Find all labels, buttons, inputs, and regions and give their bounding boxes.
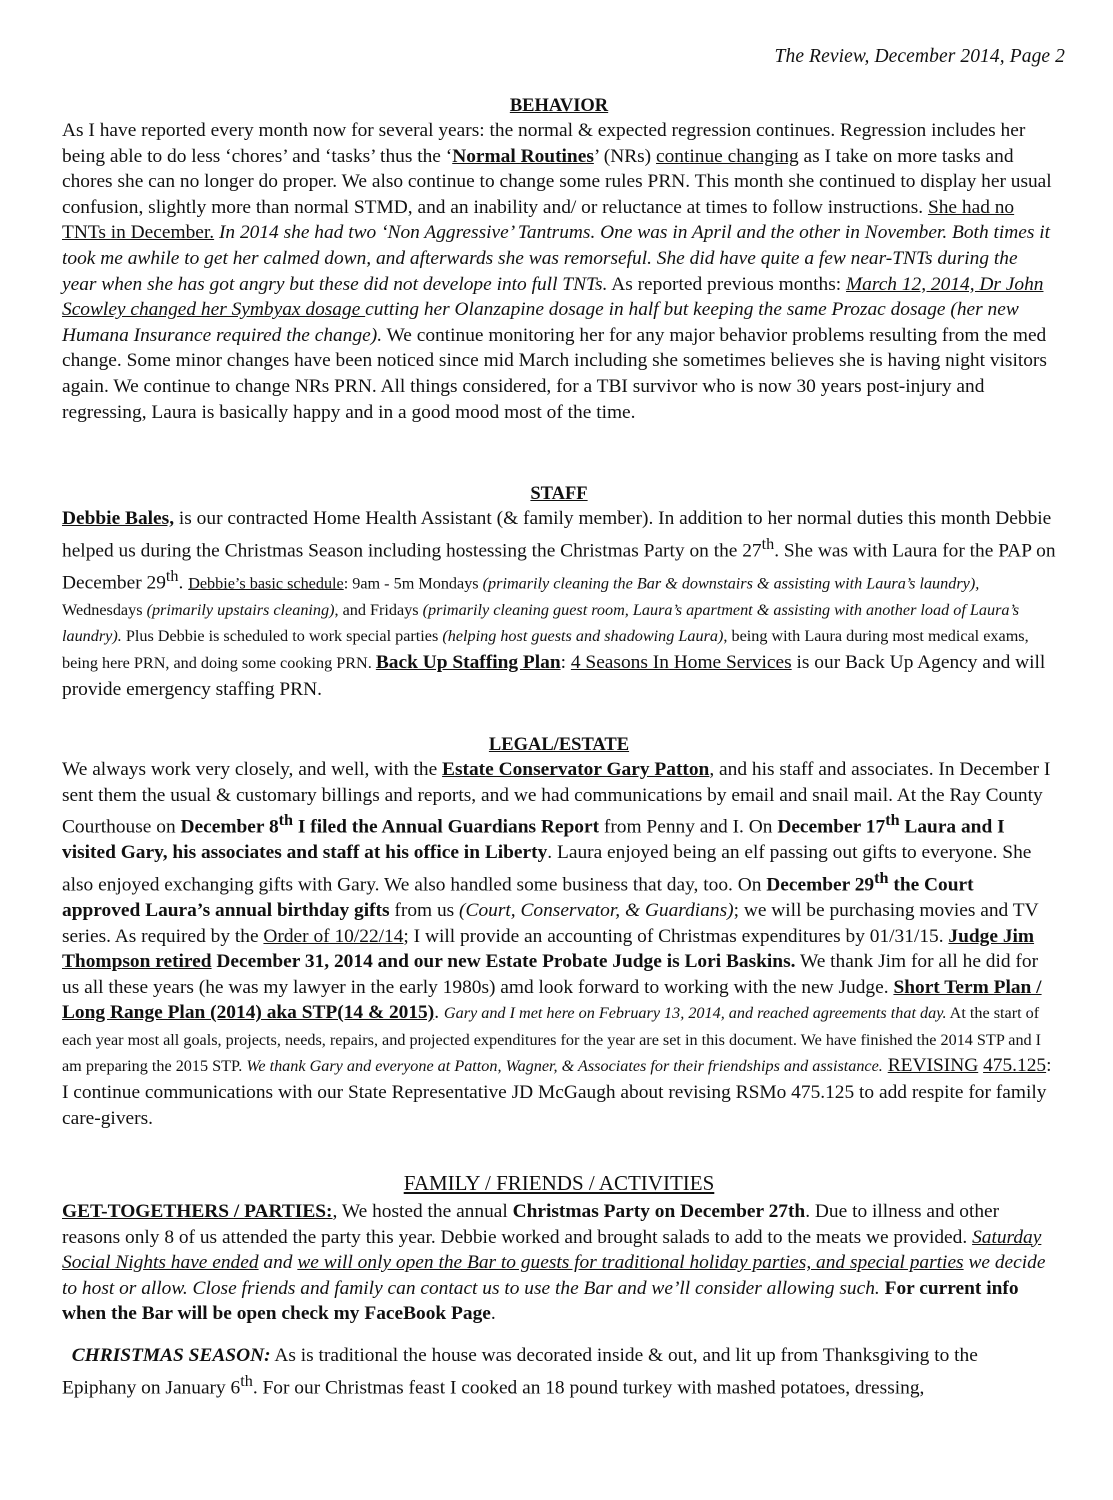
text: For current info when the Bar will be open check my FaceBook Page xyxy=(62,1277,1019,1325)
text: . She was with Laura for the PAP on December 29 xyxy=(62,540,1056,594)
text: 4 Seasons In Home Services xyxy=(570,651,792,673)
text: Back Up Staffing Plan xyxy=(375,651,561,673)
family-heading: FAMILY / FRIENDS / ACTIVITIES xyxy=(403,1171,715,1195)
text: is our Back Up Agency and will provide emergency staffing PRN. xyxy=(62,651,1046,700)
text: December 29 xyxy=(766,874,875,896)
text: Christmas Party on December 27th xyxy=(512,1201,806,1222)
text: Laura and I visited Gary, his associates and staff at his office in Liberty xyxy=(62,816,1005,864)
family-section xyxy=(62,1171,1056,1401)
behavior-paragraph xyxy=(62,118,1056,425)
legal-heading: LEGAL/ESTATE xyxy=(488,735,630,755)
text: . xyxy=(178,572,189,594)
text: from us xyxy=(389,899,460,921)
superscript: th xyxy=(165,567,179,585)
text: December 17 xyxy=(777,816,886,838)
text: (Court, Conservator, & Guardians) xyxy=(459,899,734,921)
family-paragraph xyxy=(62,1199,1056,1327)
text: As reported previous months: xyxy=(607,273,847,295)
text: , and Fridays xyxy=(334,600,423,619)
legal-paragraph xyxy=(62,757,1056,1131)
staff-heading: STAFF xyxy=(530,484,588,504)
legal-section xyxy=(62,735,1056,1131)
superscript: th xyxy=(761,535,775,553)
text: (helping host guests and shadowing Laura) xyxy=(442,627,724,646)
text: Saturday Social Nights have ended xyxy=(62,1226,1042,1274)
text: cutting her Olanzapine dosage in half but keeping the same Prozac dosage (her new Humana Insurance required the change). xyxy=(62,299,1019,346)
text: we decide to host or allow. Close friends and family can contact us to use the Bar and we’ll consider allowing such. xyxy=(62,1252,1046,1299)
text: : I continue communications with our State Representative JD McGaugh about revising RSMo 475.125 to add respite for family care-givers. xyxy=(62,1055,1052,1129)
text: We thank Jim for all he did for us all these years (he was my lawyer in the early 1980s) amd look forward to working with the new Judge. xyxy=(62,951,1039,998)
page-header: The Review, December 2014, Page 2 xyxy=(774,46,1065,67)
text: . xyxy=(490,1303,496,1325)
spacer xyxy=(62,1327,1056,1343)
text-normal-routines: Normal Routines xyxy=(452,145,594,167)
text: : 9am - 5m Mondays xyxy=(343,574,483,593)
text: REVISING xyxy=(887,1055,979,1077)
text: Wednesdays xyxy=(62,600,147,619)
text: (primarily cleaning the Bar & downstairs & assisting with Laura’s laundry), xyxy=(482,574,980,593)
text: March 12, 2014, Dr John Scowley changed her Symbyax dosage xyxy=(62,273,1044,321)
behavior-heading: BEHAVIOR xyxy=(509,96,609,116)
text: December 31, 2014 and our new Estate Probate Judge is Lori Baskins. xyxy=(211,951,796,973)
text: (primarily cleaning guest room, Laura’s apartment & assisting with another load of Laura’s laundry). xyxy=(62,600,1020,646)
text: Judge Jim Thompson retired xyxy=(62,925,1035,973)
text: ’ (NRs) xyxy=(593,145,656,167)
text: continue changing xyxy=(656,145,799,167)
text: As is traditional the house was decorated inside & out, and lit up from Thanksgiving to the Epiphany on January 6 xyxy=(62,1344,978,1399)
text: Short Term Plan / Long Range Plan (2014) aka STP(14 & 2015) xyxy=(62,976,1042,1024)
text: , being with Laura during most medical exams, being here PRN, and doing some cooking PRN. xyxy=(62,627,1029,672)
text: Debbie’s basic schedule xyxy=(188,574,344,593)
text: She had no TNTs in December. xyxy=(62,196,1015,244)
text: Gary and I met here on February 13, 2014, and reached agreements that day. xyxy=(443,1004,947,1023)
text: ; we will be purchasing movies and TV series. As required by the xyxy=(62,899,1039,947)
text: As I have reported every month now for several years: the normal & expected regression continues. Regression includes her being able to do less ‘chores’ and ‘tasks’ thus the ‘ xyxy=(62,120,1026,167)
text: At the start of each year most all goals, projects, needs, repairs, and projected expenditures for the year are set in this document. We have finished the 2014 STP and I am preparing the 2015 STP. xyxy=(62,1004,1042,1076)
text: 475.125 xyxy=(983,1055,1047,1077)
text: and xyxy=(258,1252,298,1274)
text: . Laura enjoyed being an elf passing out gifts to everyone. She also enjoyed exchanging gifts with Gary. We also handled some business that day, too. On xyxy=(62,842,1032,896)
text: . xyxy=(434,1002,444,1024)
text: , We hosted the annual xyxy=(332,1201,513,1222)
text: , and his staff and associates. In December I sent them the usual & customary billings and reports, and we had communications by email and snail mail. At the Ray County Courthouse on xyxy=(62,759,1051,838)
text: . Due to illness and other reasons only 8 of us attended the party this year. Debbie worked and brought salads to add to the meats we provided. xyxy=(62,1201,1000,1248)
text-debbie-bales: Debbie Bales, xyxy=(62,508,175,529)
text: we will only open the Bar to guests for traditional holiday parties, and special parties xyxy=(297,1252,964,1274)
superscript: th xyxy=(874,869,889,887)
text: ; I will provide an accounting of Christmas expenditures by 01/31/15. xyxy=(403,925,949,947)
superscript: th xyxy=(278,812,294,830)
staff-paragraph xyxy=(62,506,1056,702)
text: is our contracted Home Health Assistant (& family member). In addition to her normal duties this month Debbie helped us during the Christmas Season including hostessing the Christmas Party on the 27 xyxy=(62,508,1052,562)
text: . For our Christmas feast I cooked an 18 pound turkey with mashed potatoes, dressing, xyxy=(252,1377,925,1399)
text: We continue monitoring her for any major behavior problems resulting from the med change. Some minor changes have been noticed since mid March including she sometimes believes she is having night visitors again. We continue to change NRs PRN. All things considered, for a TBI survivor who is now 30 years post-injury and regressing, Laura is basically happy and in a good mood most of the time. xyxy=(62,324,1047,423)
behavior-section xyxy=(62,96,1056,425)
text: Order of 10/22/14 xyxy=(263,925,404,947)
text: : xyxy=(560,651,571,673)
text: as I take on more tasks and chores she can no longer do proper. We also continue to change some rules PRN. This month she continued to display her usual confusion, slightly more than normal STMD, and an inability and/ or reluctance at times to follow instructions. xyxy=(62,145,1052,218)
text: GET-TOGETHERS / PARTIES: xyxy=(62,1201,333,1222)
superscript: th xyxy=(240,1372,253,1390)
text: December 8 xyxy=(180,816,279,838)
text: CHRISTMAS SEASON: xyxy=(71,1344,271,1366)
text: from Penny and I. On xyxy=(599,816,778,838)
text: (primarily upstairs cleaning) xyxy=(146,600,335,619)
text: Estate Conservator Gary Patton xyxy=(442,759,710,780)
text: Plus Debbie is scheduled to work special parties xyxy=(121,627,443,646)
christmas-paragraph xyxy=(62,1343,1056,1401)
text: We always work very closely, and well, with the xyxy=(62,759,443,780)
text: I filed the Annual Guardians Report xyxy=(293,816,600,838)
text: the Court approved Laura’s annual birthday gifts xyxy=(62,874,974,921)
text: We thank Gary and everyone at Patton, Wagner, & Associates for their friendships and assistance. xyxy=(242,1057,883,1076)
staff-section xyxy=(62,484,1056,702)
text: In 2014 she had two ‘Non Aggressive’ Tantrums. One was in April and the other in November. Both times it took me awhile to get her calmed down, and afterwards she was remorseful. She did have quite a few near-TNTs during the year when she has got angry but these did not develope into full TNTs. xyxy=(62,222,1051,295)
superscript: th xyxy=(885,812,900,830)
